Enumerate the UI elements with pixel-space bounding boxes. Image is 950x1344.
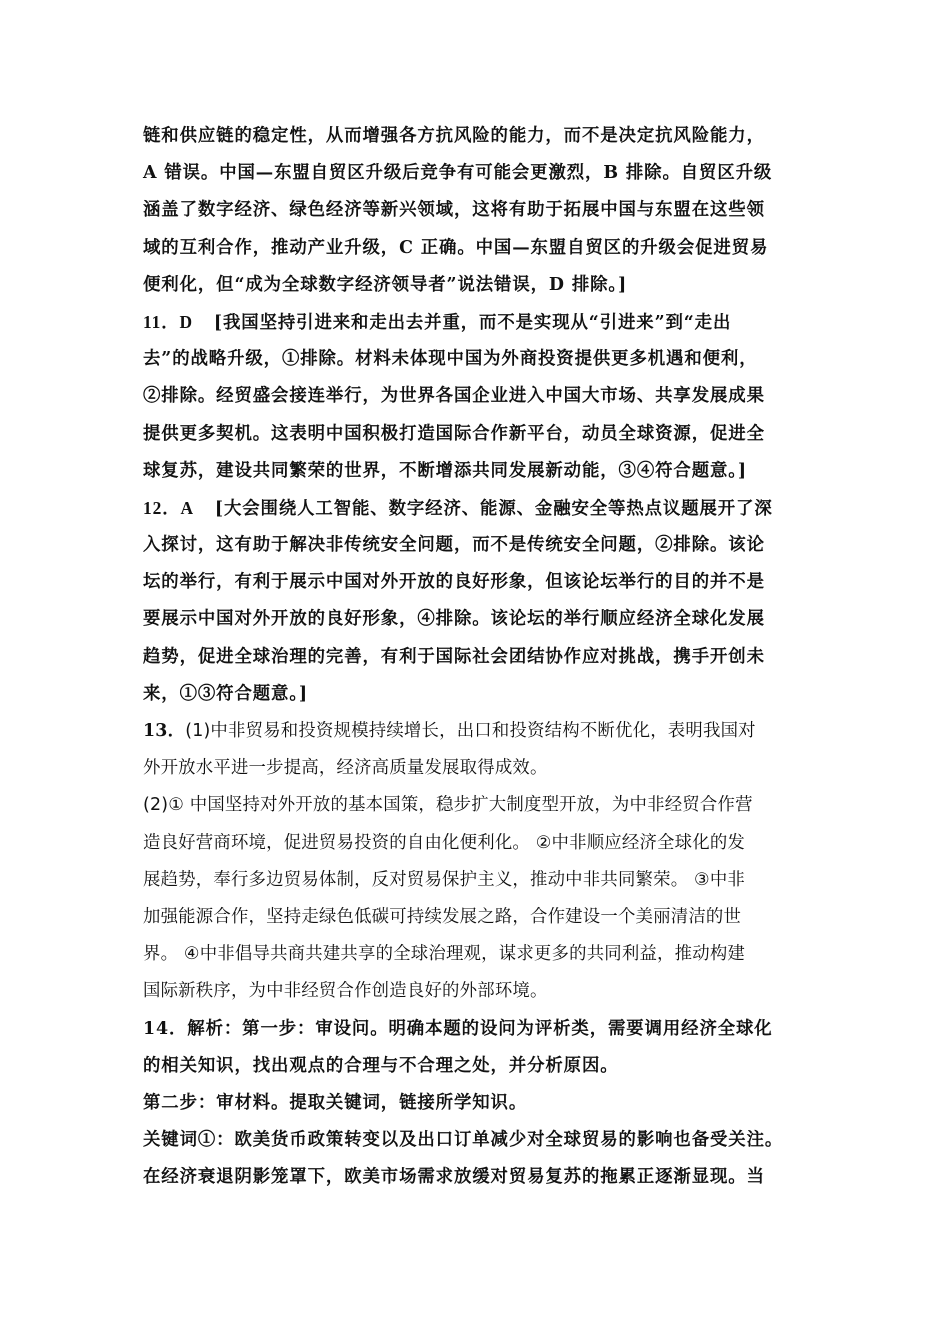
q11-line: 去”的战略升级，①排除。材料未体现中国为外商投资提供更多机遇和便利，: [143, 349, 758, 370]
q13-line: 展趋势，奉行多边贸易体制，反对贸易保护主义，推动中非共同繁荣。 ③中非: [143, 869, 746, 890]
q11-line: 球复苏，建设共同繁荣的世界，不断增添共同发展新动能，③④符合题意。]: [143, 460, 748, 481]
q12-text: [大会围绕人工智能、数字经济、能源、金融安全等热点议题展开了深: [214, 498, 773, 519]
q10-tail-line: 涵盖了数字经济、绿色经济等新兴领域，这将有助于拓展中国与东盟在这些领: [143, 200, 765, 221]
q13-line: 界。 ④中非倡导共商共建共享的全球治理观，谋求更多的共同利益，推动构建: [143, 944, 746, 965]
q14-line: 关键词①：欧美货币政策转变以及出口订单减少对全球贸易的影响也备受关注。: [143, 1130, 784, 1151]
q12-number: 12．A: [143, 497, 194, 518]
q10-tail-line: A 错误。中国—东盟自贸区升级后竞争有可能会更激烈，B 排除。自贸区升级: [143, 163, 773, 184]
q12-line: 坛的举行，有利于展示中国对外开放的良好形象，但该论坛举行的目的并不是: [143, 572, 765, 593]
q11-first-line: [143, 304, 813, 341]
q10-tail-line: 便利化，但“成为全球数字经济领导者”说法错误，D 排除。]: [143, 274, 628, 295]
q14-first-line: [143, 1011, 813, 1048]
q11-text: [我国坚持引进来和走出去并重，而不是实现从“引进来”到“走出: [213, 312, 732, 333]
q14-line: 的相关知识，找出观点的合理与不合理之处，并分析原因。: [143, 1055, 619, 1076]
q12-line: 来，①③符合题意。]: [143, 683, 309, 704]
q13-line: 加强能源合作，坚持走绿色低碳可持续发展之路，合作建设一个美丽清洁的世: [143, 906, 742, 927]
q14-number: 14．解析：: [143, 1018, 243, 1039]
q13-first-line: [143, 713, 813, 750]
q13-number: 13．: [143, 721, 186, 741]
q11-line: 提供更多契机。这表明中国积极打造国际合作新平台，动员全球资源，促进全: [143, 423, 765, 444]
q12-line: 趋势，促进全球治理的完善，有利于国际社会团结协作应对挑战，携手开创未: [143, 646, 765, 667]
q13-text: (1)中非贸易和投资规模持续增长，出口和投资结构不断优化，表明我国对: [185, 721, 756, 741]
q14-line: 在经济衰退阴影笼罩下，欧美市场需求放缓对贸易复苏的拖累正逐渐显现。当: [143, 1167, 765, 1188]
q12-line: 要展示中国对外开放的良好形象，④排除。该论坛的举行顺应经济全球化发展: [143, 609, 765, 630]
q12-first-line: [143, 490, 813, 527]
q13-line: 造良好营商环境，促进贸易投资的自由化便利化。 ②中非顺应经济全球化的发: [143, 832, 746, 853]
q14-text: 第一步：审设问。明确本题的设问为评析类，需要调用经济全球化: [242, 1018, 773, 1039]
q13-line: 外开放水平进一步提高，经济高质量发展取得成效。: [143, 758, 548, 779]
q10-tail-line: 链和供应链的稳定性，从而增强各方抗风险的能力，而不是决定抗风险能力，: [143, 126, 765, 146]
q12-line: 入探讨，这有助于解决非传统安全问题，而不是传统安全问题，②排除。该论: [143, 535, 765, 556]
q13-line: 国际新秩序，为中非经贸合作创造良好的外部环境。: [143, 981, 548, 1002]
q14-line: 第二步：审材料。提取关键词，链接所学知识。: [143, 1092, 528, 1113]
q10-tail-line: 域的互利合作，推动产业升级，C 正确。中国—东盟自贸区的升级会促进贸易: [143, 237, 769, 258]
q11-line: ②排除。经贸盛会接连举行，为世界各国企业进入中国大市场、共享发展成果: [143, 386, 765, 407]
q13-line: (2)① 中国坚持对外开放的基本国策，稳步扩大制度型开放，为中非经贸合作营: [143, 795, 753, 816]
answer-page: [143, 118, 813, 1196]
q11-number: 11．D: [143, 311, 193, 332]
